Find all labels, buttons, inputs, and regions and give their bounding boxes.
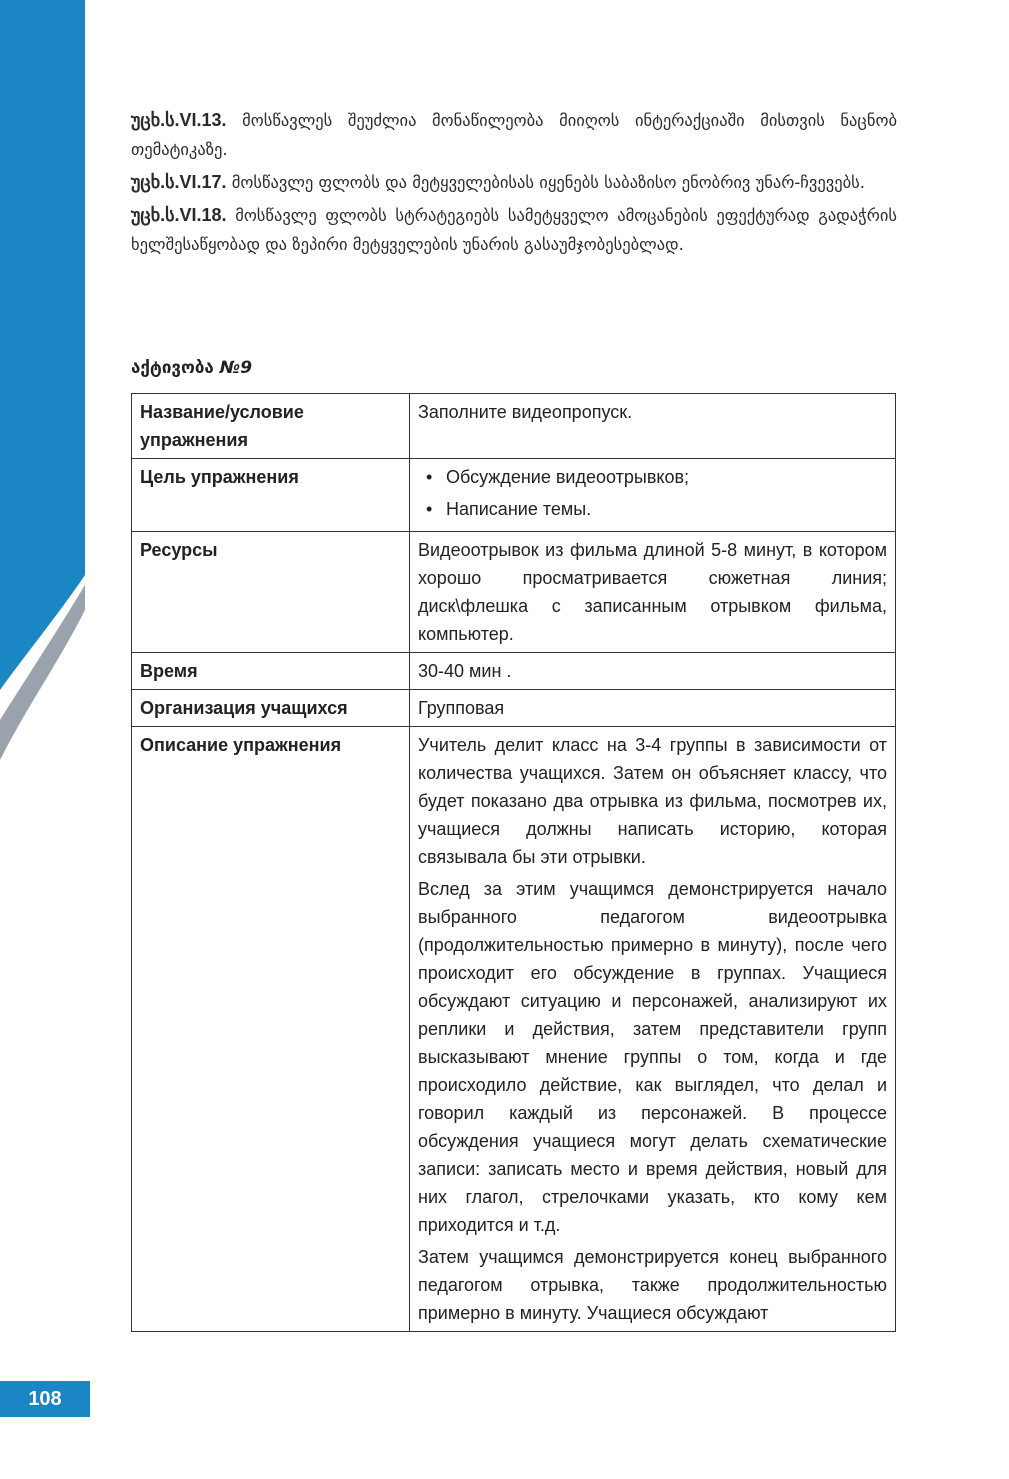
outcome-code: უცხ.ს.VI.13. — [131, 110, 227, 130]
row-label: Название/условие упражнения — [132, 394, 410, 459]
row-value — [410, 459, 896, 532]
learning-outcomes — [131, 106, 897, 263]
row-label: Описание упражнения — [132, 727, 410, 1332]
row-label: Время — [132, 653, 410, 690]
table-row — [132, 727, 896, 1332]
outcome-code: უცხ.ს.VI.18. — [131, 205, 227, 225]
description-paragraph: Вслед за этим учащимся демонстрируется начало выбранного педагогом видеоотрывка (продолжительностью примерно в минуту), после чего происходит его обсуждение в группах. Учащиеся обсуждают ситуацию и персонажей, анализируют их реплики и действия, затем представители групп высказывают мнение группы о том, когда и где происходило действие, как выглядел, что делал и говорил каждый из персонажей. В процессе обсуждения учащиеся могут делать схематические записи: записать место и время действия, новый для них глагол, стрелочками указать, кто кому кем приходится и т.д. — [418, 879, 887, 1235]
activity-number: №9 — [219, 358, 253, 378]
outcome-item — [131, 106, 897, 164]
list-item: • Обсуждение видеоотрывков; — [432, 463, 887, 491]
row-value: Заполните видеопропуск. — [410, 394, 896, 459]
outcome-item — [131, 168, 897, 197]
list-item: • Написание темы. — [432, 495, 887, 523]
outcome-text: მოსწავლეს შეუძლია მონაწილეობა მიიღოს ინტერაქციაში მისთვის ნაცნობ თემატიკაზე. — [131, 111, 897, 159]
activity-heading — [131, 358, 252, 378]
row-value — [410, 727, 896, 1332]
row-value: Видеоотрывок из фильма длиной 5-8 минут, в котором хорошо просматривается сюжетная линия; диск\флешка с записанным отрывком фильма, компьютер. — [410, 532, 896, 653]
outcome-code: უცხ.ს.VI.17. — [131, 172, 227, 192]
outcome-item — [131, 201, 897, 259]
table-row — [132, 690, 896, 727]
table-row — [132, 459, 896, 532]
description-paragraph: Затем учащимся демонстрируется конец выбранного педагогом отрывка, также продолжительностью примерно в минуту. Учащиеся обсуждают — [418, 1247, 887, 1323]
outcome-text: მოსწავლე ფლობს სტრატეგიებს სამეტყველო ამოცანების ეფექტურად გადაჭრის ხელშესაწყობად და ზეპირი მეტყველების უნარის გასაუმჯობესებლად. — [131, 206, 897, 254]
table-row — [132, 532, 896, 653]
page-number: 108 — [0, 1381, 90, 1417]
table-row — [132, 394, 896, 459]
goals-list — [418, 463, 887, 523]
row-label: Ресурсы — [132, 532, 410, 653]
row-value: 30-40 мин . — [410, 653, 896, 690]
description-paragraph: Учитель делит класс на 3-4 группы в зависимости от количества учащихся. Затем он объясняет классу, что будет показано два отрывка из фильма, посмотрев их, учащиеся должны написать историю, которая связывала бы эти отрывки. — [418, 735, 887, 867]
outcome-text: მოსწავლე ფლობს და მეტყველებისას იყენებს საბაზისო ენობრივ უნარ-ჩვევებს. — [226, 173, 866, 192]
row-label: Цель упражнения — [132, 459, 410, 532]
decorative-side-stripe — [0, 0, 140, 780]
row-value: Групповая — [410, 690, 896, 727]
table-row — [132, 653, 896, 690]
row-label: Организация учащихся — [132, 690, 410, 727]
activity-table — [131, 393, 896, 1332]
activity-label: აქტივობა — [131, 358, 220, 378]
